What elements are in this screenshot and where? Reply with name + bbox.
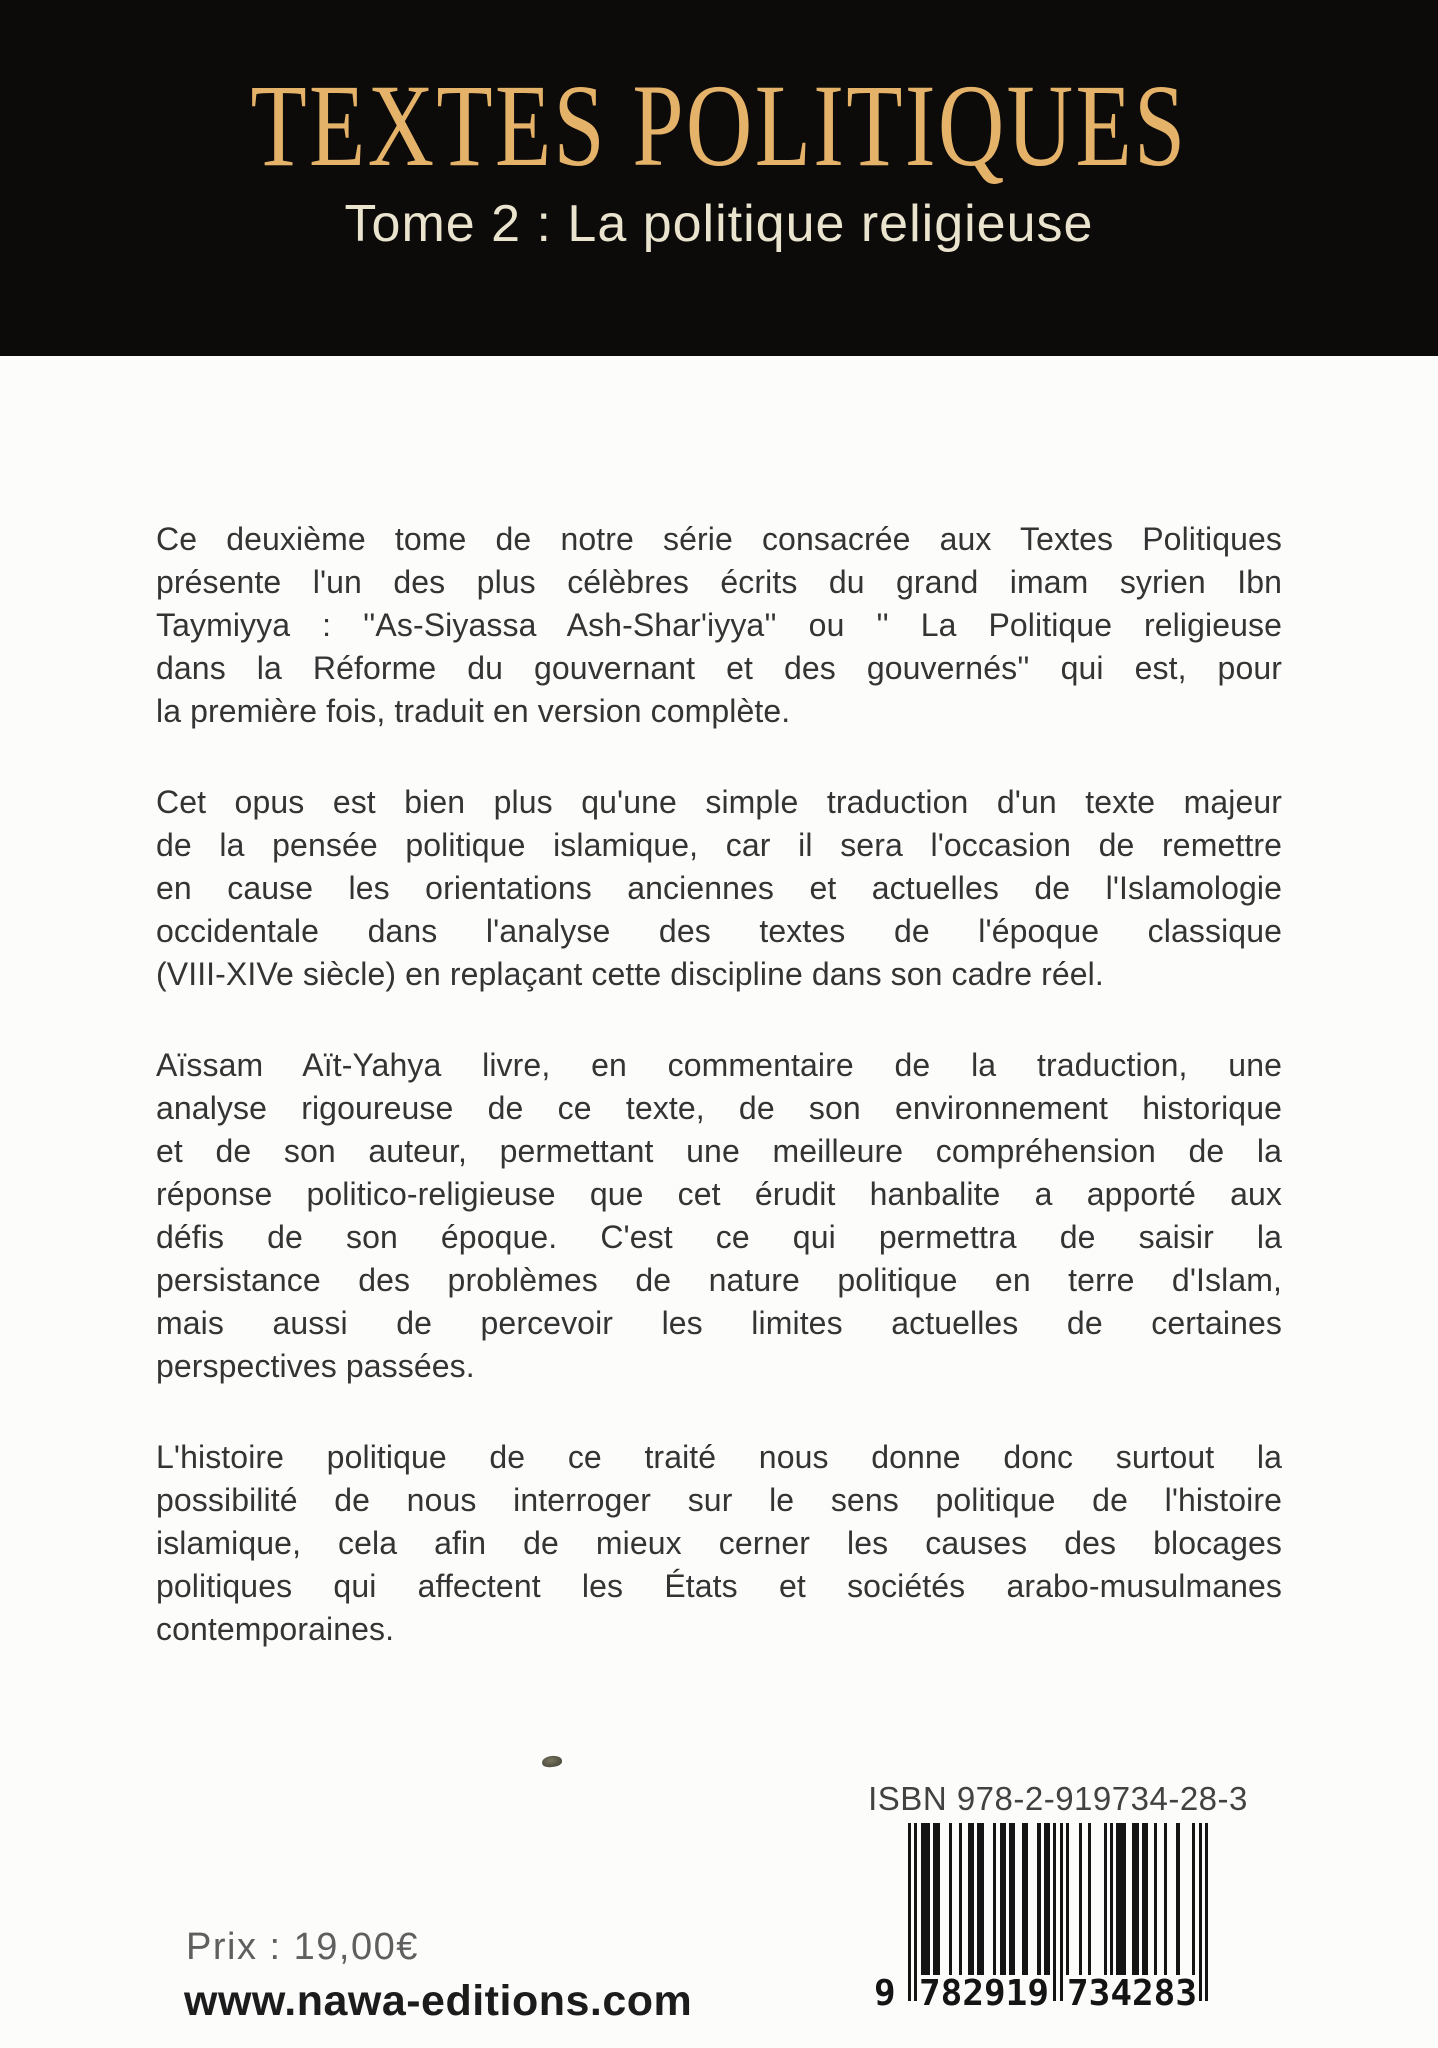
barcode-bar — [1142, 1823, 1148, 1975]
barcode-digits-left: 782919 — [918, 1973, 1050, 2014]
barcode-bar — [959, 1823, 962, 1975]
body-line: réponse politico-religieuse que cet érudit hanbalite a apporté aux — [156, 1176, 1282, 1212]
barcode-bar — [1164, 1823, 1167, 1975]
body-line: Aïssam Aït-Yahya livre, en commentaire de la traduction, une — [156, 1047, 1282, 1083]
body-line: Cet opus est bien plus qu'une simple traduction d'un texte majeur — [156, 784, 1282, 820]
barcode-bar — [1199, 1823, 1202, 2001]
barcode-bar — [1192, 1823, 1195, 1975]
barcode-bar — [949, 1823, 952, 1975]
body-line: mais aussi de percevoir les limites actuelles de certaines — [156, 1305, 1282, 1341]
book-subtitle: Tome 2 : La politique religieuse — [344, 195, 1094, 253]
barcode-bar — [1009, 1823, 1015, 1975]
publisher-website: www.nawa-editions.com — [184, 1977, 693, 2025]
barcode-bar — [993, 1823, 996, 1975]
body-line: perspectives passées. — [156, 1348, 475, 1384]
ean13-barcode — [874, 1823, 1208, 2015]
body-line: dans la Réforme du gouvernant et des gouvernés'' qui est, pour — [156, 650, 1282, 686]
barcode-bar — [933, 1823, 939, 1975]
barcode-bar — [921, 1823, 930, 1975]
paragraph — [156, 1436, 1282, 1651]
isbn-block — [856, 1781, 1260, 2015]
body-line: occidentale dans l'analyse des textes de l'époque classique — [156, 913, 1282, 949]
body-line: Ce deuxième tome de notre série consacrée aux Textes Politiques — [156, 521, 1282, 557]
barcode-bar — [1022, 1823, 1028, 1975]
body-line: de la pensée politique islamique, car il sera l'occasion de remettre — [156, 827, 1282, 863]
body-line: persistance des problèmes de nature politique en terre d'Islam, — [156, 1262, 1282, 1298]
body-line: possibilité de nous interroger sur le sens politique de l'histoire — [156, 1482, 1282, 1518]
body-line: analyse rigoureuse de ce texte, de son environnement historique — [156, 1090, 1282, 1126]
barcode-bar — [1116, 1823, 1125, 1975]
body-line: et de son auteur, permettant une meilleure compréhension de la — [156, 1133, 1282, 1169]
body-line: Taymiyya : ''As-Siyassa Ash-Shar'iyya'' ou '' La Politique religieuse — [156, 607, 1282, 643]
ink-smudge — [541, 1755, 562, 1768]
body-line: politiques qui affectent les États et sociétés arabo-musulmanes — [156, 1568, 1282, 1604]
barcode-bar — [1079, 1823, 1082, 1975]
barcode-bar — [1060, 1823, 1063, 2001]
body-line: présente l'un des plus célèbres écrits du grand imam syrien Ibn — [156, 564, 1282, 600]
barcode-bar — [1132, 1823, 1138, 1975]
barcode-bar — [1053, 1823, 1056, 2001]
paragraph — [156, 518, 1282, 733]
body-line: L'histoire politique de ce traité nous donne donc surtout la — [156, 1439, 1282, 1475]
body-line: la première fois, traduit en version complète. — [156, 693, 791, 729]
body-line: contemporaines. — [156, 1611, 395, 1647]
barcode-bar — [1000, 1823, 1006, 1975]
body-line: (VIII-XIVe siècle) en replaçant cette discipline dans son cadre réel. — [156, 956, 1104, 992]
paragraph — [156, 781, 1282, 996]
isbn-number: ISBN 978-2-919734-28-3 — [868, 1780, 1248, 1817]
barcode-bar — [1154, 1823, 1157, 1975]
body-line: défis de son époque. C'est ce qui permettra de saisir la — [156, 1219, 1282, 1255]
barcode-bar — [914, 1823, 917, 2001]
barcode-digits-right: 734283 — [1066, 1973, 1198, 2014]
barcode-bar — [908, 1823, 911, 2001]
synopsis-text — [156, 518, 1282, 1651]
barcode-bar — [1044, 1823, 1050, 1975]
barcode-bar — [1205, 1823, 1208, 2001]
barcode-digit-first: 9 — [874, 1973, 896, 2014]
book-title: TEXTES POLITIQUES — [250, 60, 1188, 191]
barcode-bar — [1037, 1823, 1040, 1975]
barcode-bar — [1066, 1823, 1069, 1975]
body-line: islamique, cela afin de mieux cerner les causes des blocages — [156, 1525, 1282, 1561]
paragraph — [156, 1044, 1282, 1388]
barcode-bar — [977, 1823, 983, 1975]
barcode-bar — [1110, 1823, 1113, 1975]
barcode-bar — [1104, 1823, 1107, 1975]
body-line: en cause les orientations anciennes et actuelles de l'Islamologie — [156, 870, 1282, 906]
price-label: Prix : 19,00€ — [186, 1926, 419, 1968]
barcode-bar — [1088, 1823, 1091, 1975]
barcode-bar — [968, 1823, 974, 1975]
title-banner — [0, 0, 1438, 356]
barcode-bar — [1176, 1823, 1179, 1975]
